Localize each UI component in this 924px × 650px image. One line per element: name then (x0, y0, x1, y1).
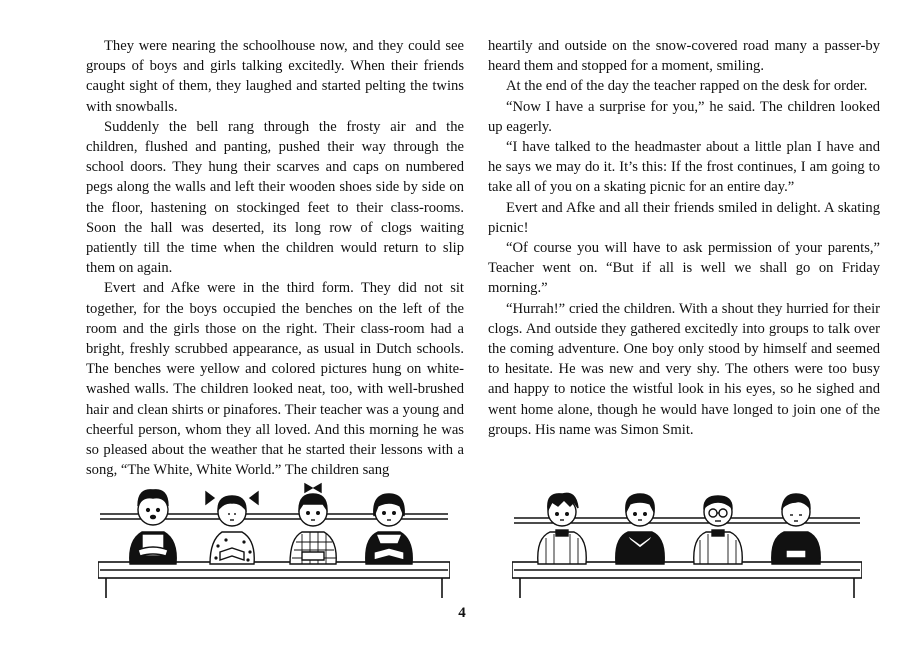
boy-figure (616, 494, 665, 564)
paragraph: They were nearing the schoolhouse now, and they could see groups of boys and girls talking excitedly. When their friends caught sight of them, they laughed and started pelting the twins with snowballs. (86, 38, 464, 115)
paragraph: Evert and Afke and all their friends smiled in delight. A skating picnic! (488, 199, 880, 236)
boy-figure (538, 493, 587, 564)
page-number: 4 (458, 605, 466, 621)
paragraph: “I have talked to the headmaster about a little plan I have and he says we may do it. It’s this: If the frost continues, I am going to take all of you on a skating picnic for an entire day.” (488, 139, 880, 196)
girls-on-bench-illustration (98, 470, 450, 600)
paragraph: “Hurrah!” cried the children. With a shout they hurried for their clogs. And outside they gathered excitedly into groups to talk over the coming adventure. One boy only stood by himself and seemed to hesitate. He was new and very shy. The others were too busy and happy to notice the wistful look in his eyes, so he sighed and went home alone, though he would have longed to join one of the groups. His name was Simon Smit. (488, 300, 880, 438)
paragraph: Evert and Afke were in the third form. They did not sit together, for the boys occupied the benches on the left of the room and the girls those on the right. Their class-room had a bright, freshly scrubbed appearance, as usual in Dutch schools. The benches were yellow and colored pictures hung on white-washed walls. The children looked neat, too, with well-brushed hair and clean shirts or pinafores. Their teacher was a young and cheerful person, whom they all loved. And this morning he was so pleased about the weather that he started their lessons with a song, “The White, White World.” The children sang (86, 280, 464, 479)
girl-figure (290, 484, 336, 564)
right-text-column (488, 36, 880, 440)
paragraph: Suddenly the bell rang through the frosty air and the children, flushed and panting, pushed their way through the school doors. They hung their scarves and caps on numbered pegs along the walls and left their wooden shoes side by side on the floor, hastening on stockinged feet to their class-rooms. Soon the hall was deserted, its long row of clogs waiting patiently till the time when the children would return to slip them on again. (86, 118, 464, 277)
boys-on-bench-illustration (512, 478, 862, 600)
boy-figure (694, 496, 743, 564)
girl-figure (206, 492, 258, 564)
paragraph: “Of course you will have to ask permission of your parents,” Teacher went on. “But if all is well we shall go on Friday morning.” (488, 240, 880, 297)
paragraph: At the end of the day the teacher rapped on the desk for order. (506, 78, 868, 95)
paragraph: “Now I have a surprise for you,” he said. The children looked up eagerly. (488, 98, 880, 135)
girl-figure (366, 494, 413, 564)
girl-figure (130, 490, 177, 564)
boy-figure (772, 494, 821, 564)
paragraph-continuation: heartily and outside on the snow-covered road many a passer-by heard them and stopped for a moment, smiling. (488, 38, 880, 75)
left-text-column (86, 36, 464, 480)
